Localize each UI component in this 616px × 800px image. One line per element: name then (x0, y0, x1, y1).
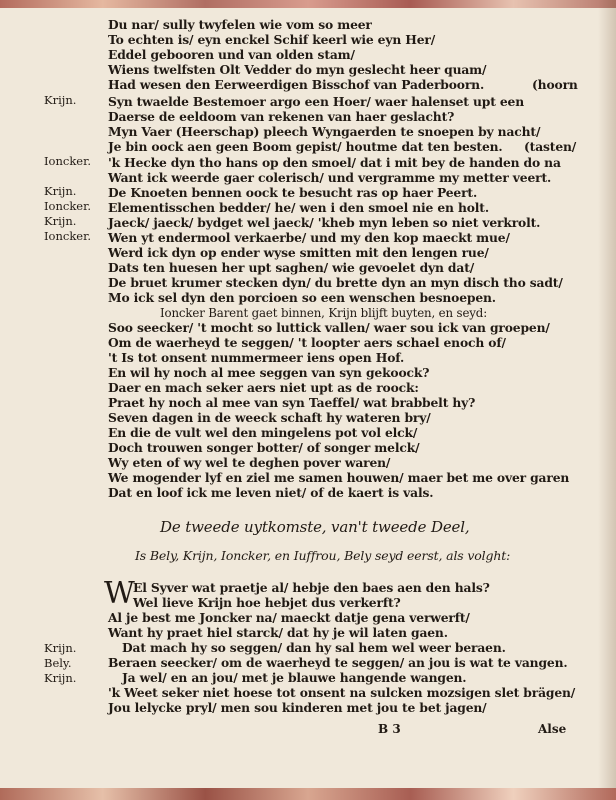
speaker-label: Krijn. (44, 93, 77, 107)
verse-line: Jaeck/ jaeck/ bydget wel jaeck/ 'kheb myn leben so niet verkrolt. (108, 215, 541, 230)
verse-line: 't Is tot onsent nummermeer iens open Hof. (108, 350, 405, 365)
verse-line: Mo ick sel dyn den porcioen so een wenschen besnoepen. (108, 290, 496, 305)
verse-line: Syn twaelde Bestemoer argo een Hoer/ waer halenset upt een (108, 94, 524, 109)
verse-line: Elementisschen bedder/ he/ wen i den smoel nie en holt. (108, 200, 489, 215)
drop-cap: W (104, 576, 135, 611)
verse-line: Had wesen den Eerweerdigen Bisschof van Paderboorn. (108, 77, 485, 92)
speaker-label: Krijn. (44, 671, 77, 685)
verse-line: Wy eten of wy wel te deghen pover waren/ (108, 455, 391, 470)
verse-line: Doch trouwen songer botter/ of songer melck/ (108, 440, 420, 455)
verse-line: 'k Weet seker niet hoese tot onsent na sulcken mozsigen slet brägen/ (108, 685, 576, 700)
verse-line: Ja wel/ en an jou/ met je blauwe hangende wangen. (122, 670, 467, 685)
speaker-label: Ioncker. (44, 229, 91, 243)
verse-line: Beraen seecker/ om de waerheyd te seggen/ an jou is wat te vangen. (108, 655, 568, 670)
verse-line: Wel lieve Krijn hoe hebjet dus verkerft? (133, 595, 401, 610)
speaker-label: Ioncker. (44, 199, 91, 213)
verse-line: Eddel gebooren und van olden stam/ (108, 47, 355, 62)
section-heading: De tweede uytkomste, van't tweede Deel, (160, 518, 470, 536)
verse-line: Werd ick dyn op ender wyse smitten mit den lengen rue/ (108, 245, 489, 260)
section-subheading: Is Bely, Krijn, Ioncker, en Iuffrou, Bely seyd eerst, als volght: (135, 548, 511, 563)
speaker-label: Ioncker. (44, 154, 91, 168)
verse-line: Wiens twelfsten Olt Vedder do myn geslecht heer quam/ (108, 62, 487, 77)
verse-line: Myn Vaer (Heerschap) pleech Wyngaerden te snoepen by nacht/ (108, 124, 541, 139)
verse-line: En wil hy noch al mee seggen van syn gekoock? (108, 365, 430, 380)
verse-line: De bruet krumer stecken dyn/ du brette dyn an myn disch tho sadt/ (108, 275, 563, 290)
verse-line: We mogender lyf en ziel me samen houwen/ maer bet me over garen (108, 470, 570, 485)
page-edge-shadow (598, 0, 616, 800)
verse-line: Jou lelycke pryl/ men sou kinderen met jou te bet jagen/ (108, 700, 487, 715)
verse-line: Wen yt endermool verkaerbe/ und my den kop maeckt mue/ (108, 230, 510, 245)
verse-line-suffix: (tasten/ (524, 139, 577, 154)
catchword: Alse (538, 722, 567, 736)
speaker-label: Bely. (44, 656, 72, 670)
verse-line: Daerse de eeldoom van rekenen van haer geslacht? (108, 109, 455, 124)
stage-direction: Ioncker Barent gaet binnen, Krijn blijft buyten, en seyd: (160, 306, 488, 320)
marbled-edge-bottom (0, 788, 616, 800)
verse-line: Al je best me Joncker na/ maeckt datje gena verwerft/ (108, 610, 470, 625)
verse-line: Om de waerheyd te seggen/ 't loopter aers schael enoch of/ (108, 335, 506, 350)
marbled-edge-top (0, 0, 616, 8)
verse-line: En die de vult wel den mingelens pot vol elck/ (108, 425, 418, 440)
verse-line: El Syver wat praetje al/ hebje den baes aen den hals? (133, 580, 490, 595)
signature-mark: B 3 (378, 722, 401, 736)
verse-line: Je bin oock aen geen Boom gepist/ houtme dat ten besten. (108, 139, 503, 154)
speaker-label: Krijn. (44, 214, 77, 228)
verse-line: To echten is/ eyn enckel Schif keerl wie eyn Her/ (108, 32, 436, 47)
verse-line: Seven dagen in de weeck schaft hy wateren bry/ (108, 410, 431, 425)
verse-line: Praet hy noch al mee van syn Taeffel/ wat brabbelt hy? (108, 395, 476, 410)
verse-line: Dats ten huesen her upt saghen/ wie gevoelet dyn dat/ (108, 260, 475, 275)
verse-line: Dat mach hy so seggen/ dan hy sal hem wel weer beraen. (122, 640, 506, 655)
speaker-label: Krijn. (44, 184, 77, 198)
verse-line: Du nar/ sully twyfelen wie vom so meer (108, 17, 372, 32)
verse-line-suffix: (hoorn (532, 77, 578, 92)
verse-line: Daer en mach seker aers niet upt as de roock: (108, 380, 419, 395)
verse-line: De Knoeten bennen oock te besucht ras op haer Peert. (108, 185, 478, 200)
verse-line: Dat en loof ick me leven niet/ of de kaert is vals. (108, 485, 434, 500)
verse-line: Want hy praet hiel starck/ dat hy je wil laten gaen. (108, 625, 448, 640)
speaker-label: Krijn. (44, 641, 77, 655)
verse-line: Soo seecker/ 't mocht so luttick vallen/ waer sou ick van groepen/ (108, 320, 550, 335)
verse-line: Want ick weerde gaer colerisch/ und vergramme my metter veert. (108, 170, 552, 185)
verse-line: 'k Hecke dyn tho hans op den smoel/ dat i mit bey de handen do na (108, 155, 561, 170)
